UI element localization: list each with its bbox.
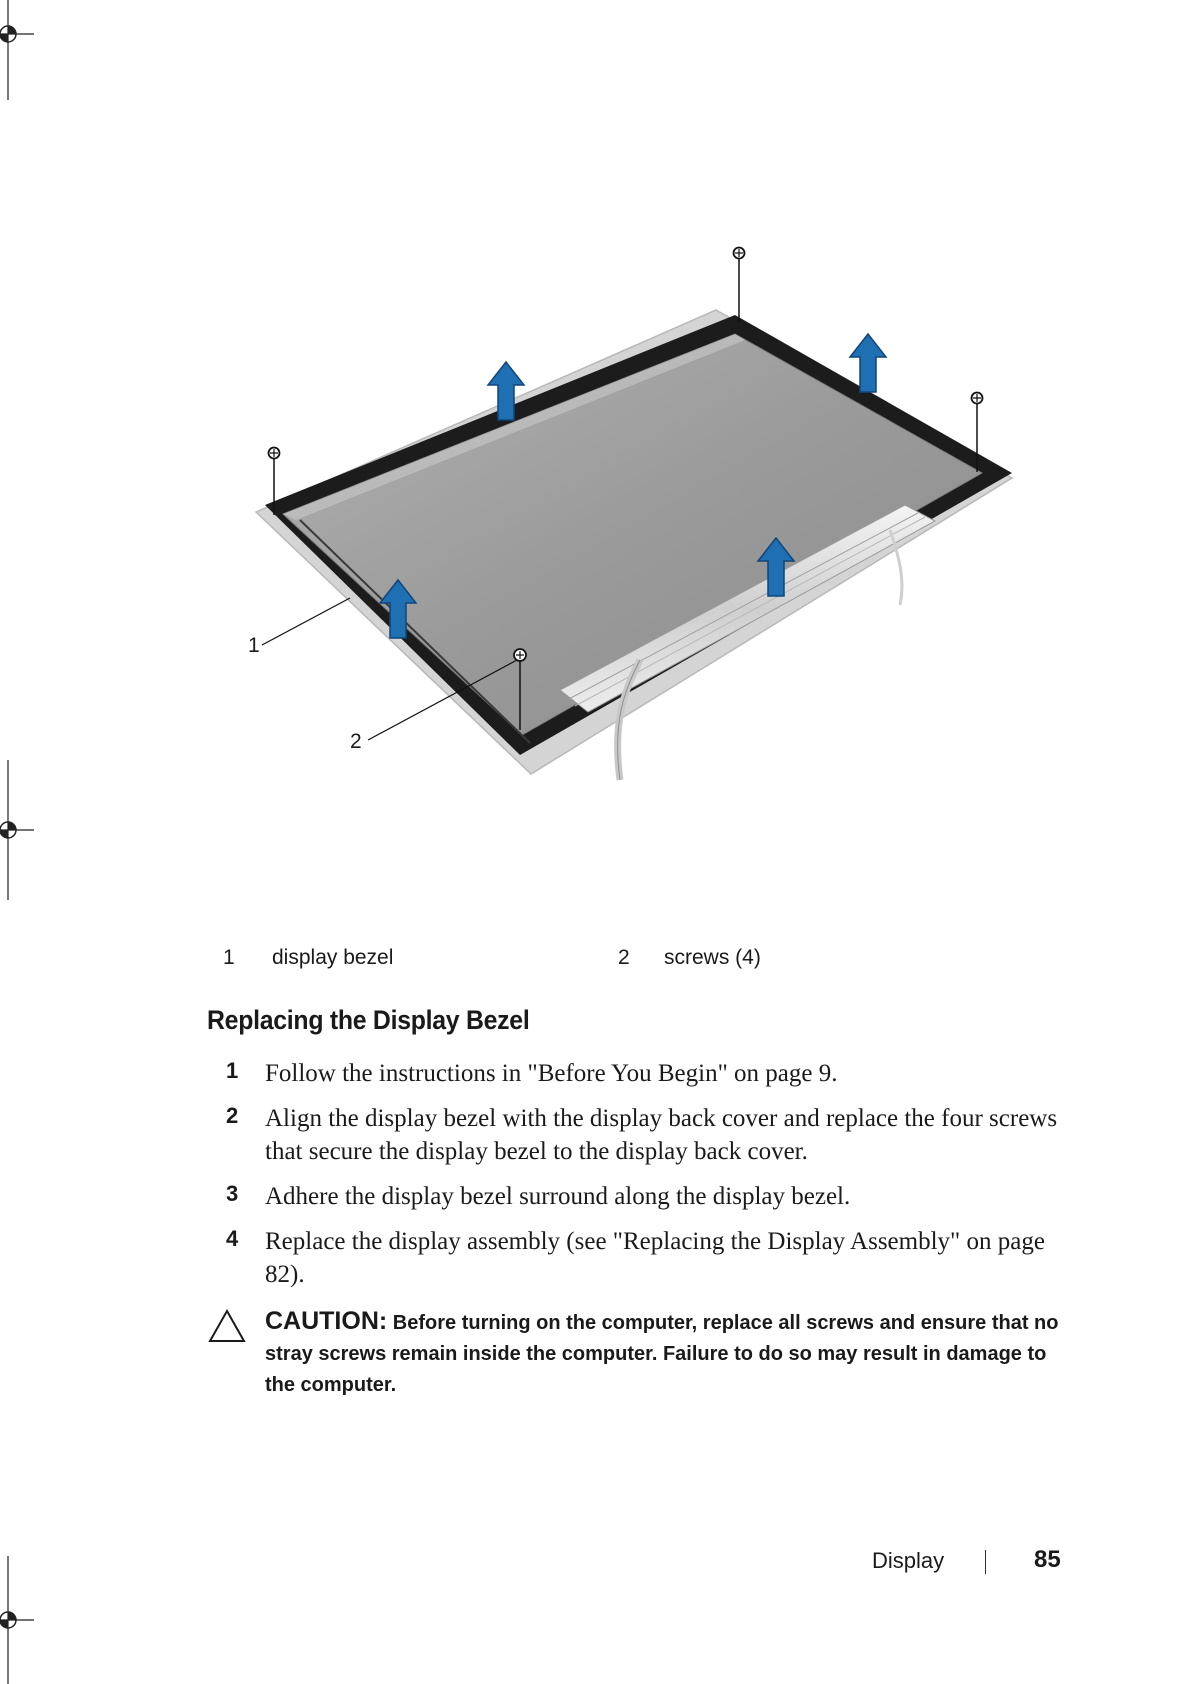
list-item <box>0 1225 1191 1291</box>
figure-legend <box>0 946 1191 976</box>
legend-num: 1 <box>223 946 235 969</box>
caution-label: CAUTION: <box>265 1307 388 1335</box>
list-item <box>0 1102 1191 1168</box>
procedure-steps <box>0 1057 1191 1303</box>
page-number: 85 <box>1034 1546 1061 1573</box>
caution-triangle-icon <box>207 1308 247 1344</box>
callout-2: 2 <box>350 730 362 753</box>
legend-label: display bezel <box>272 946 394 969</box>
step-number: 2 <box>226 1103 239 1128</box>
step-number: 3 <box>226 1181 239 1206</box>
footer-divider <box>985 1550 986 1574</box>
step-text: Adhere the display bezel surround along the display bezel. <box>265 1183 851 1210</box>
caution-text <box>265 1306 1065 1401</box>
caution-body: Before turning on the computer, replace all screws and ensure that no stray screws remain inside the computer. Failure to do so may result in damage to the computer. <box>265 1312 1059 1396</box>
footer-section-title: Display <box>872 1548 945 1573</box>
caution-notice <box>0 1306 1191 1401</box>
step-number: 1 <box>226 1058 239 1083</box>
callout-1-leader <box>262 598 350 645</box>
step-number: 4 <box>226 1226 239 1251</box>
callout-1: 1 <box>248 634 260 657</box>
step-text: Align the display bezel with the display back cover and replace the four screws that secure the display bezel to the display back cover. <box>265 1105 1058 1165</box>
step-text: Follow the instructions in "Before You Begin" on page 9. <box>265 1060 838 1087</box>
page-footer <box>0 1546 1191 1580</box>
legend-label: screws (4) <box>664 946 761 969</box>
list-item <box>0 1180 1191 1213</box>
step-text: Replace the display assembly (see "Replacing the Display Assembly" on page 82). <box>265 1228 1045 1288</box>
legend-num: 2 <box>618 946 630 969</box>
list-item <box>0 1057 1191 1090</box>
section-heading: Replacing the Display Bezel <box>207 1005 530 1035</box>
